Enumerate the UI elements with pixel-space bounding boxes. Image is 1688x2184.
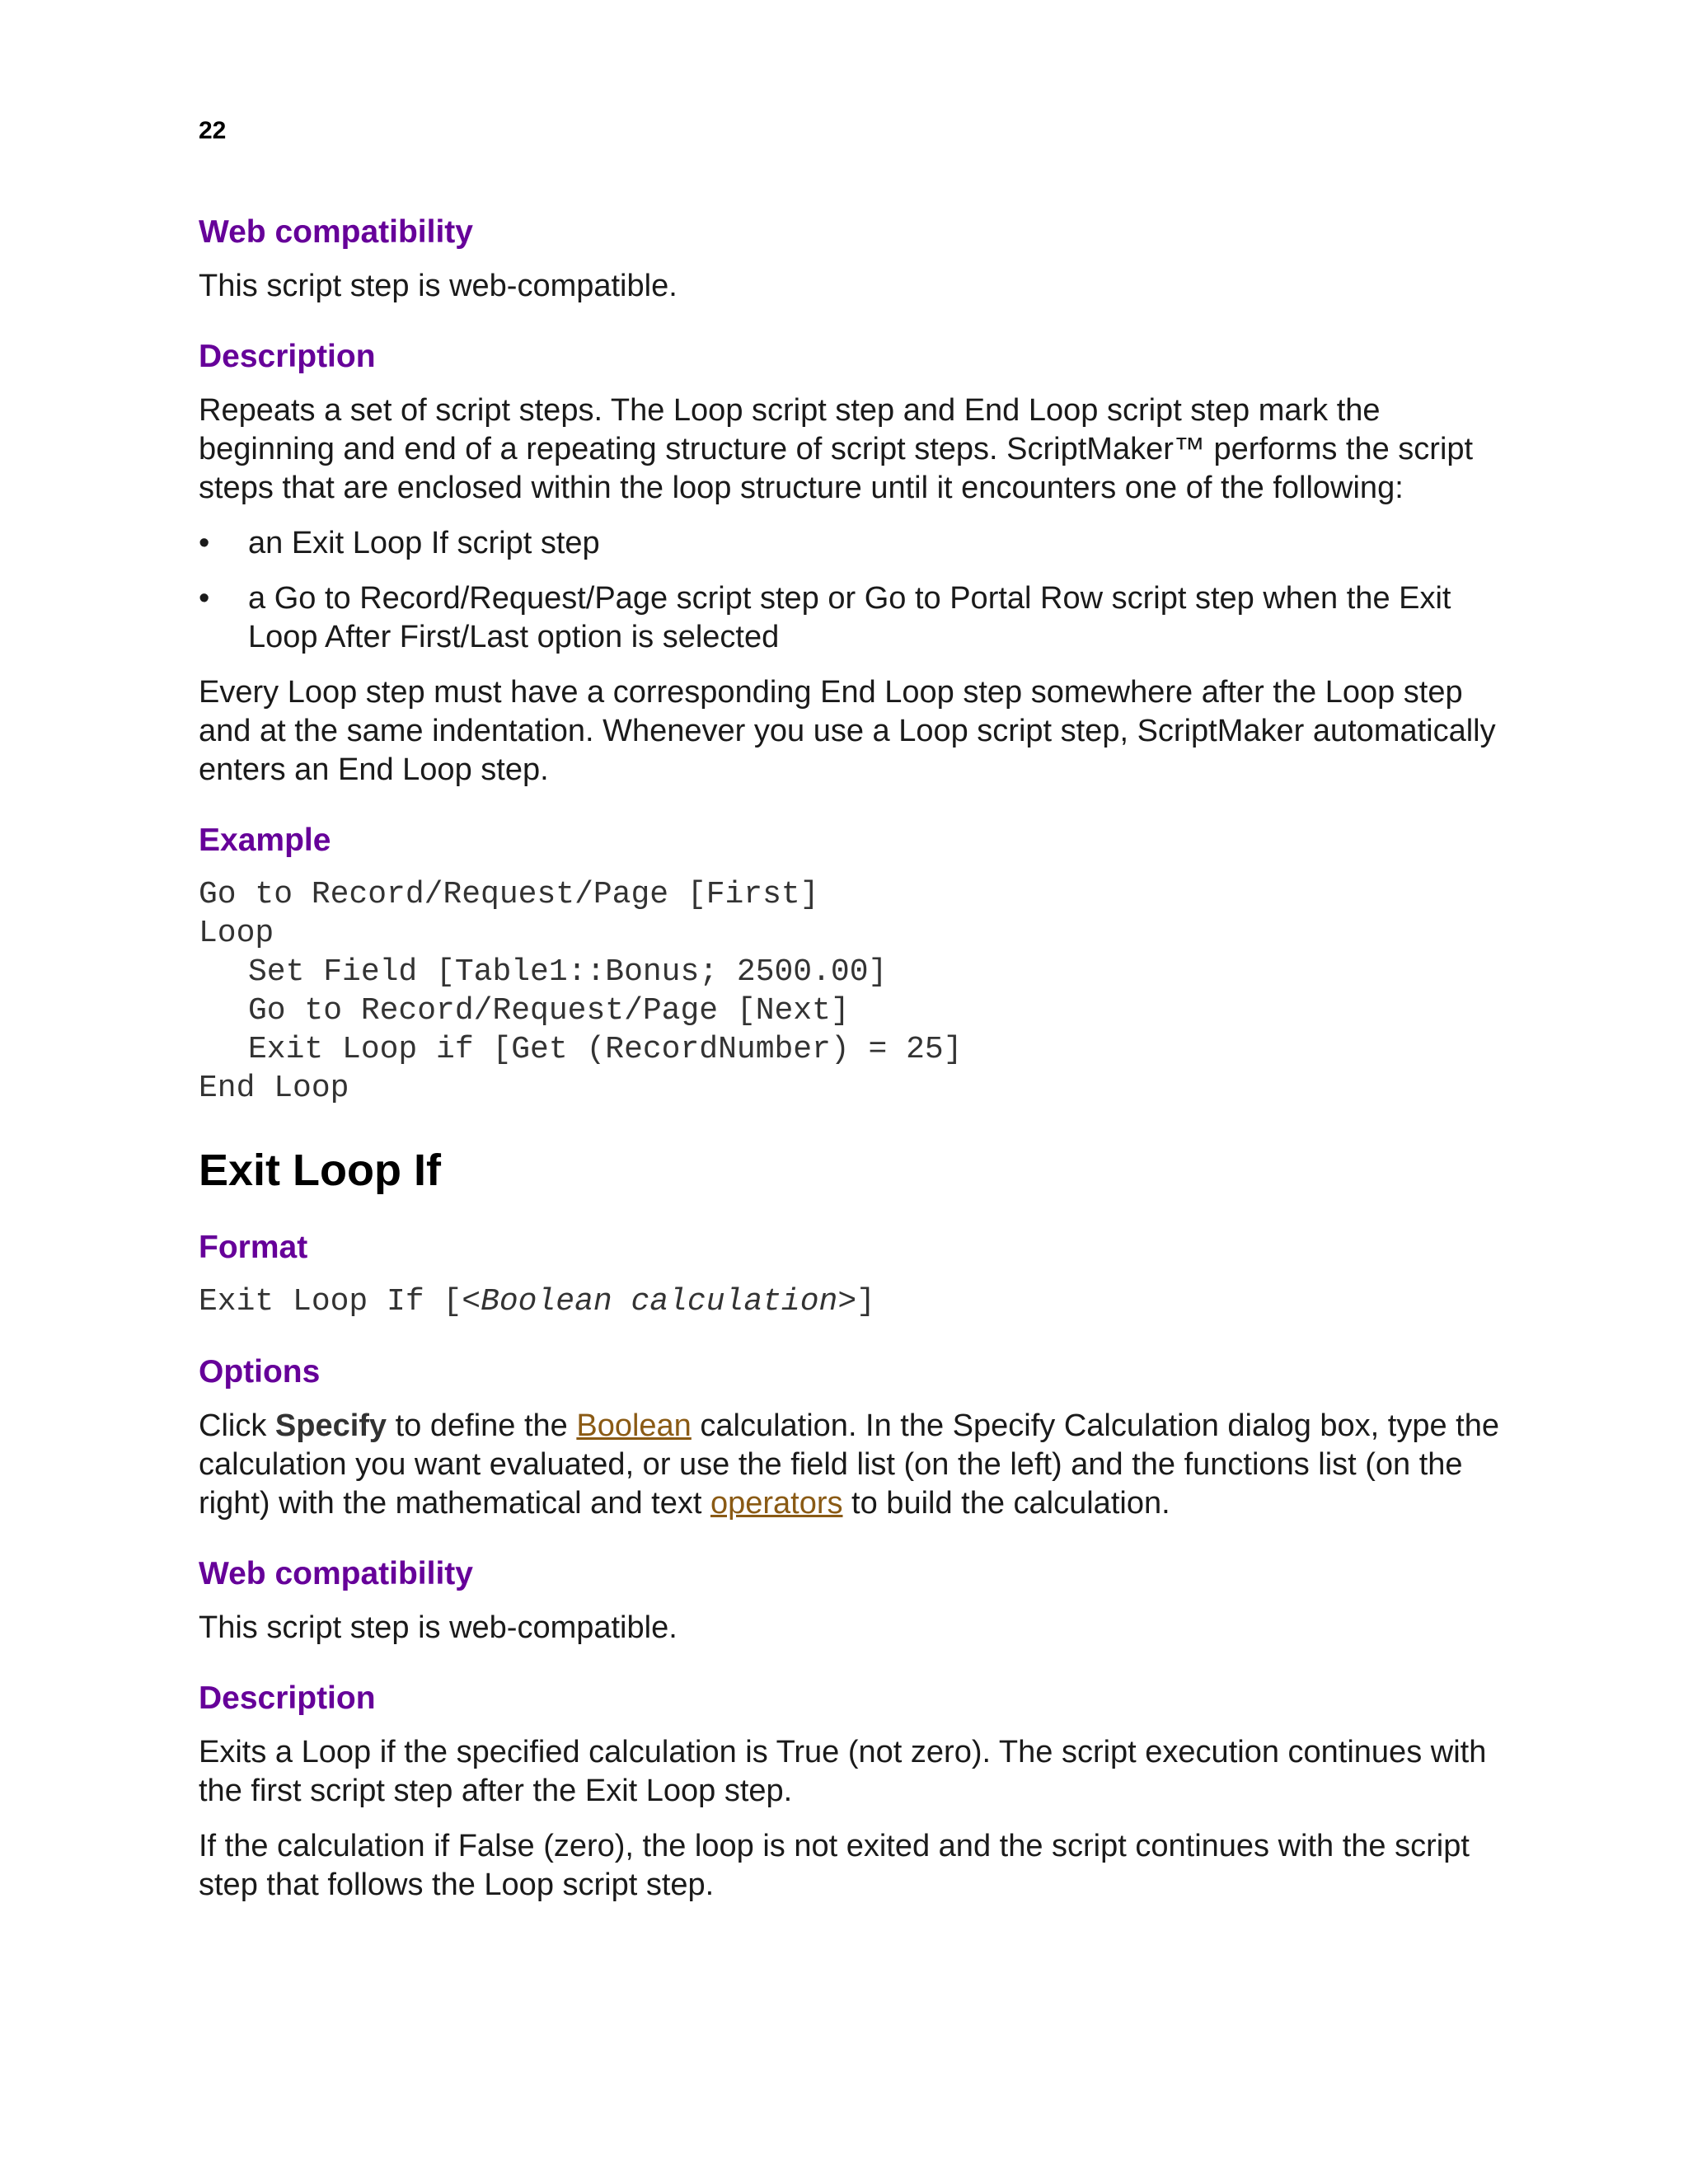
options-text: calculation. In the Specify Calculation dialog box, type the calculation you want evaluated, or use the field list (on the left) and the functions list (on the right) with the mathematical and text xyxy=(199,1408,1499,1521)
bullet-marker: • xyxy=(199,581,210,616)
example-heading: Example xyxy=(199,823,331,858)
example-code-block xyxy=(199,875,1517,1108)
description-heading: Description xyxy=(199,1680,376,1716)
description-heading: Description xyxy=(199,339,376,374)
description-paragraph: If the calculation if False (zero), the loop is not exited and the script continues with the script step that follows the Loop script step. xyxy=(199,1829,1470,1902)
options-text: to build the calculation. xyxy=(842,1486,1170,1521)
options-text: to define the xyxy=(387,1408,577,1443)
step-title: Exit Loop If xyxy=(199,1146,441,1195)
code-line: Loop xyxy=(199,916,274,951)
description-bullet-list xyxy=(199,524,1517,657)
bullet-item xyxy=(199,524,1517,563)
format-suffix: ] xyxy=(856,1284,875,1319)
web-compatibility-text: This script step is web-compatible. xyxy=(199,269,678,303)
code-line: Set Field [Table1::Bonus; 2500.00] xyxy=(248,954,888,990)
options-text: Click xyxy=(199,1408,275,1443)
page-content xyxy=(199,213,1517,1905)
web-compatibility-heading: Web compatibility xyxy=(199,214,473,250)
bullet-text: an Exit Loop If script step xyxy=(248,526,600,560)
options-heading: Options xyxy=(199,1354,321,1390)
web-compatibility-heading: Web compatibility xyxy=(199,1556,473,1591)
format-heading: Format xyxy=(199,1230,308,1265)
boolean-link[interactable]: Boolean xyxy=(576,1408,692,1443)
bullet-text: a Go to Record/Request/Page script step or Go to Portal Row script step when the Exit Loop After First/Last option is selected xyxy=(248,581,1451,654)
specify-label: Specify xyxy=(274,1408,387,1443)
description-paragraph: Exits a Loop if the specified calculation is True (not zero). The script execution continues with the first script step after the Exit Loop step. xyxy=(199,1735,1487,1808)
format-syntax xyxy=(199,1282,1517,1321)
code-line: End Loop xyxy=(199,1071,349,1106)
page-number: 22 xyxy=(199,117,227,144)
format-prefix: Exit Loop If [ xyxy=(199,1284,462,1319)
description-paragraph: Every Loop step must have a corresponding End Loop step somewhere after the Loop step and at the same indentation. Whenever you use a Loop script step, ScriptMaker automatically enters an End Loop step. xyxy=(199,675,1496,787)
bullet-marker: • xyxy=(199,526,210,560)
description-paragraph: Repeats a set of script steps. The Loop script step and End Loop script step mark the beginning and end of a repeating structure of script steps. ScriptMaker™ performs the script steps that are enclosed within the loop structure until it encounters one of the following: xyxy=(199,393,1474,505)
web-compatibility-text: This script step is web-compatible. xyxy=(199,1610,678,1645)
options-paragraph xyxy=(199,1407,1517,1523)
code-line: Exit Loop if [Get (RecordNumber) = 25] xyxy=(248,1032,963,1067)
operators-link[interactable]: operators xyxy=(710,1486,843,1521)
code-line: Go to Record/Request/Page [First] xyxy=(199,877,819,912)
format-parameter: <Boolean calculation> xyxy=(462,1284,857,1319)
bullet-item xyxy=(199,579,1517,657)
code-line: Go to Record/Request/Page [Next] xyxy=(248,993,850,1029)
